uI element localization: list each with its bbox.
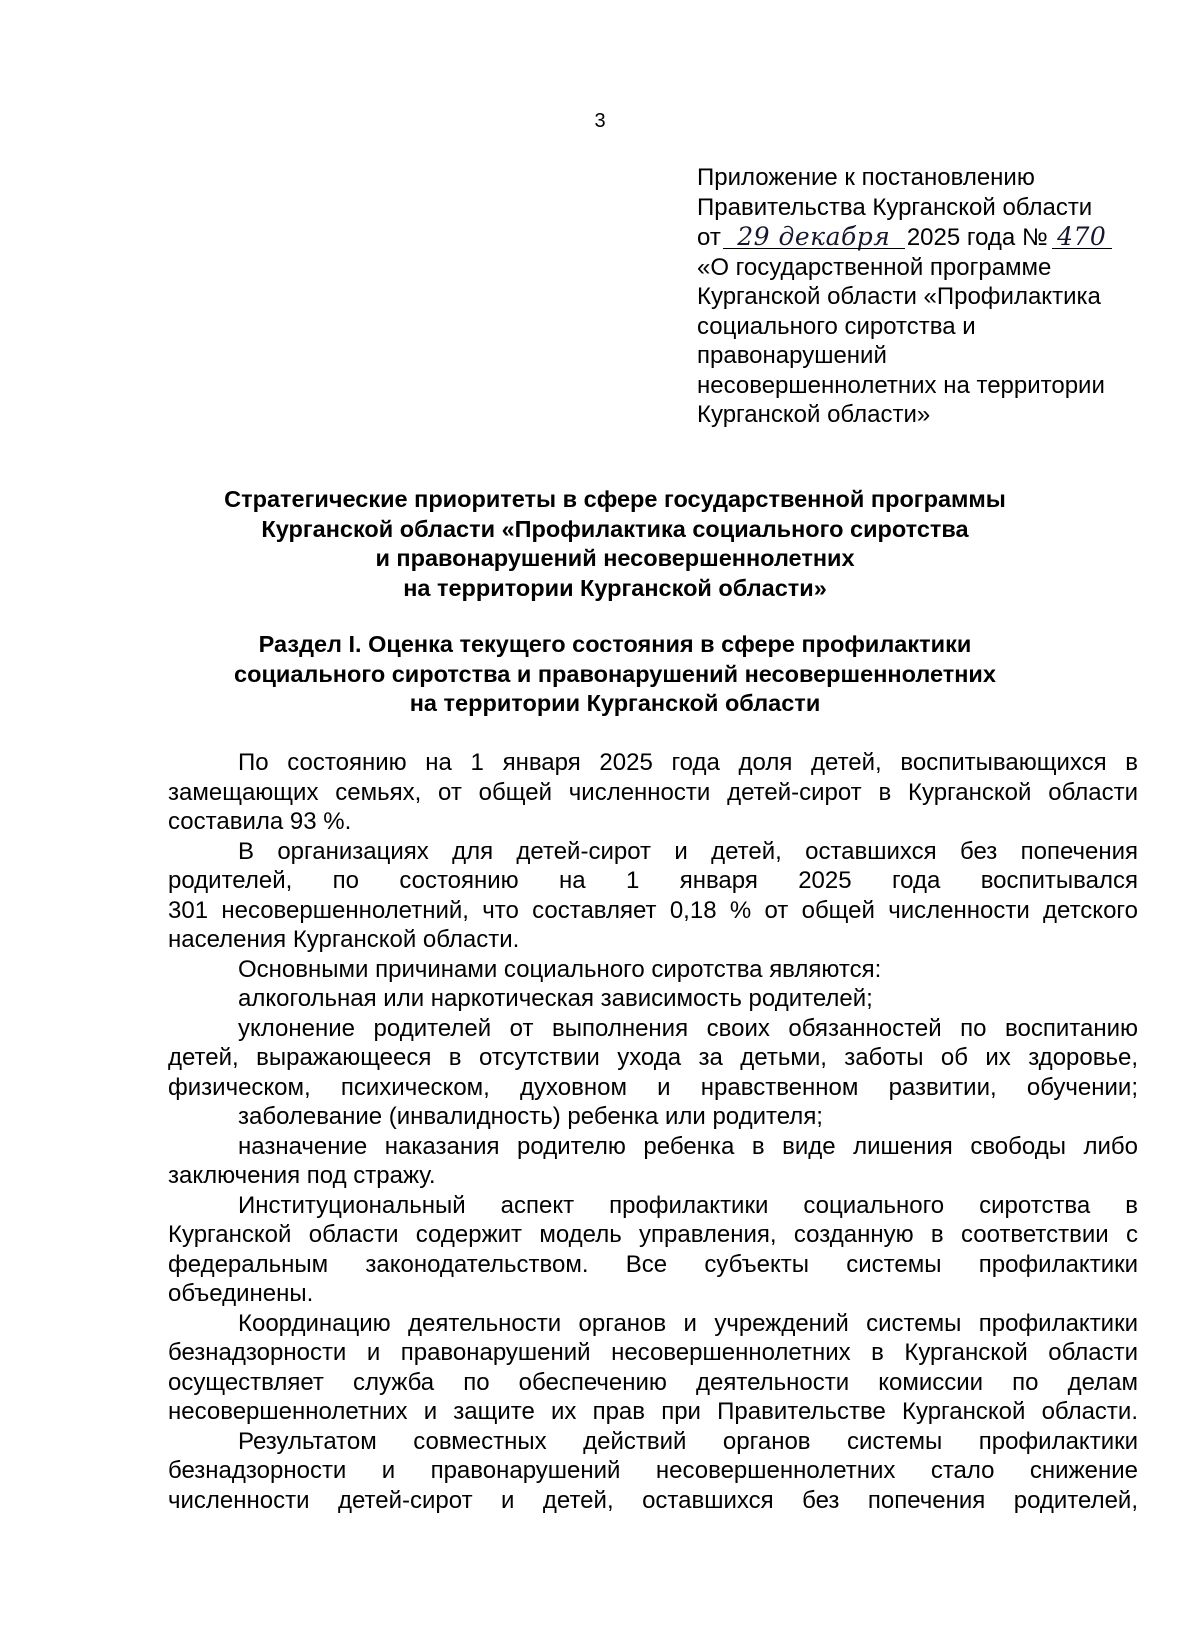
body-line: федеральным законодательством. Все субъекты системы профилактики [168, 1250, 1138, 1278]
appendix-line: Курганской области» [697, 401, 931, 428]
title-line: Стратегические приоритеты в сфере государственной программы [224, 486, 1006, 512]
body-line: Институциональный аспект профилактики социального сиротства в [238, 1191, 1138, 1219]
appendix-line: Курганской области «Профилактика [697, 283, 1101, 310]
appendix-date-line [697, 222, 1167, 253]
section-heading [150, 630, 1080, 719]
title-line: Курганской области «Профилактика социального сиротства [261, 515, 969, 542]
handwritten-date: 29 декабря [723, 222, 905, 252]
section-line: Раздел I. Оценка текущего состояния в сфере профилактики [258, 631, 972, 657]
body-line: назначение наказания родителю ребенка в виде лишения свободы либо [238, 1132, 1138, 1160]
appendix-line: несовершеннолетних на территории [697, 371, 1105, 399]
section-line: социального сиротства и правонарушений несовершеннолетних [234, 660, 996, 687]
body-line: Координацию деятельности органов и учреждений системы профилактики [238, 1309, 1138, 1337]
body-line: По состоянию на 1 января 2025 года доля детей, воспитывающихся в [238, 749, 1138, 776]
body-line: заболевание (инвалидность) ребенка или родителя; [238, 1103, 823, 1130]
body-line: заключения под стражу. [168, 1162, 436, 1189]
appendix-line: социального сиротства и [697, 312, 976, 340]
body-line: безнадзорности и правонарушений несовершеннолетних стало снижение [168, 1457, 1138, 1484]
handwritten-number: 470 [1052, 222, 1112, 252]
body-line: В организациях для детей-сирот и детей, оставшихся без попечения [238, 837, 1138, 865]
body-line: Курганской области содержит модель управления, созданную в соответствии с [168, 1221, 1138, 1248]
appendix-line: Правительства Курганской области [697, 193, 1093, 221]
body-line: родителей, по состоянию на 1 января 2025 года воспитывался [168, 867, 1138, 894]
title-line: и правонарушений несовершеннолетних [375, 545, 855, 571]
body-line: населения Курганской области. [168, 926, 520, 953]
document-title [150, 485, 1080, 603]
appendix-block [697, 163, 1167, 430]
body-line: 301 несовершеннолетний, что составляет 0,18 % от общей численности детского [168, 896, 1138, 924]
body-line: замещающих семьях, от общей численности детей-сирот в Курганской области [168, 778, 1138, 806]
appendix-line: «О государственной программе [697, 253, 1052, 281]
body-line: осуществляет служба по обеспечению деятельности комиссии по делам [168, 1368, 1138, 1396]
appendix-line: правонарушений [697, 342, 887, 369]
title-line: на территории Курганской области» [403, 574, 827, 601]
body-line: детей, выражающееся в отсутствии ухода за детьми, заботы об их здоровье, [168, 1044, 1138, 1071]
body-line: составила 93 %. [168, 808, 352, 835]
body-line: численности детей-сирот и детей, оставшихся без попечения родителей, [168, 1486, 1138, 1514]
body-line: Основными причинами социального сиротства являются: [238, 955, 882, 983]
body-text [168, 748, 1138, 1515]
appendix-line: Приложение к постановлению [697, 164, 1035, 191]
body-line: физическом, психическом, духовном и нравственном развитии, обучении; [168, 1073, 1138, 1101]
date-prefix: от [697, 224, 721, 251]
body-line: безнадзорности и правонарушений несовершеннолетних в Курганской области [168, 1339, 1138, 1366]
body-line: Результатом совместных действий органов системы профилактики [238, 1427, 1138, 1455]
body-line: алкогольная или наркотическая зависимость родителей; [238, 985, 873, 1012]
page-number: 3 [594, 110, 606, 132]
section-line: на территории Курганской области [409, 690, 821, 716]
body-line: несовершеннолетних и защите их прав при Правительстве Курганской области. [168, 1398, 1138, 1425]
body-line: объединены. [168, 1280, 314, 1307]
year-text: 2025 года № [906, 224, 1048, 251]
body-line: уклонение родителей от выполнения своих обязанностей по воспитанию [238, 1014, 1138, 1042]
